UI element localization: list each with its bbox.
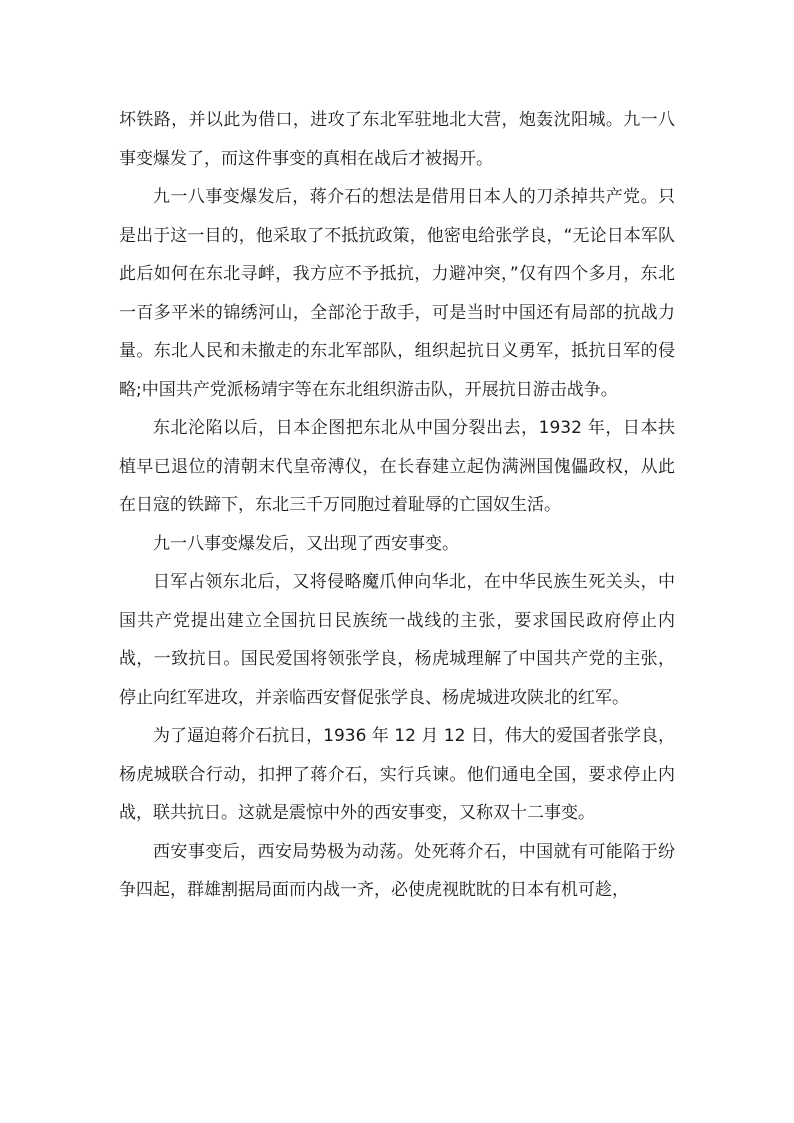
paragraph: 为了逼迫蒋介石抗日，1936 年 12 月 12 日，伟大的爱国者张学良，杨虎城联合行动，扣押了蒋介石，实行兵谏。他们通电全国，要求停止内战，联共抗日。这就是震惊中外的西安事变，又称双十二事变。 [119, 726, 675, 823]
paragraph: 九一八事变爆发后，又出现了西安事变。 [153, 533, 459, 554]
body-text [119, 101, 675, 910]
paragraph: 西安事变后，西安局势极为动荡。处死蒋介石，中国就有可能陷于纷争四起，群雄割据局面而内战一齐，必使虎视眈眈的日本有机可趁， [119, 841, 675, 900]
paragraph: 九一八事变爆发后，蒋介石的想法是借用日本人的刀杀掉共产党。只是出于这一目的，他采取了不抵抗政策，他密电给张学良，“无论日本军队此后如何在东北寻衅，我方应不予抵抗，力避冲突，”仅有四个多月，东北一百多平米的锦绣河山，全部沦于敌手，可是当时中国还有局部的抗战力量。东北人民和未撤走的东北军部队，组织起抗日义勇军，抵抗日军的侵略;中国共产党派杨靖宇等在东北组织游击队，开展抗日游击战争。 [119, 187, 675, 400]
paragraph-continuation: 坏铁路，并以此为借口，进攻了东北军驻地北大营，炮轰沈阳城。九一八事变爆发了，而这件事变的真相在战后才被揭开。 [119, 110, 675, 169]
paragraph: 日军占领东北后，又将侵略魔爪伸向华北，在中华民族生死关头，中国共产党提出建立全国抗日民族统一战线的主张，要求国民政府停止内战，一致抗日。国民爱国将领张学良，杨虎城理解了中国共产党的主张，停止向红军进攻，并亲临西安督促张学良、杨虎城进攻陕北的红军。 [119, 572, 675, 708]
paragraph: 东北沦陷以后，日本企图把东北从中国分裂出去，1932 年，日本扶植早已退位的清朝末代皇帝溥仪，在长春建立起伪满洲国傀儡政权，从此在日寇的铁蹄下，东北三千万同胞过着耻辱的亡国奴生活。 [119, 418, 675, 515]
